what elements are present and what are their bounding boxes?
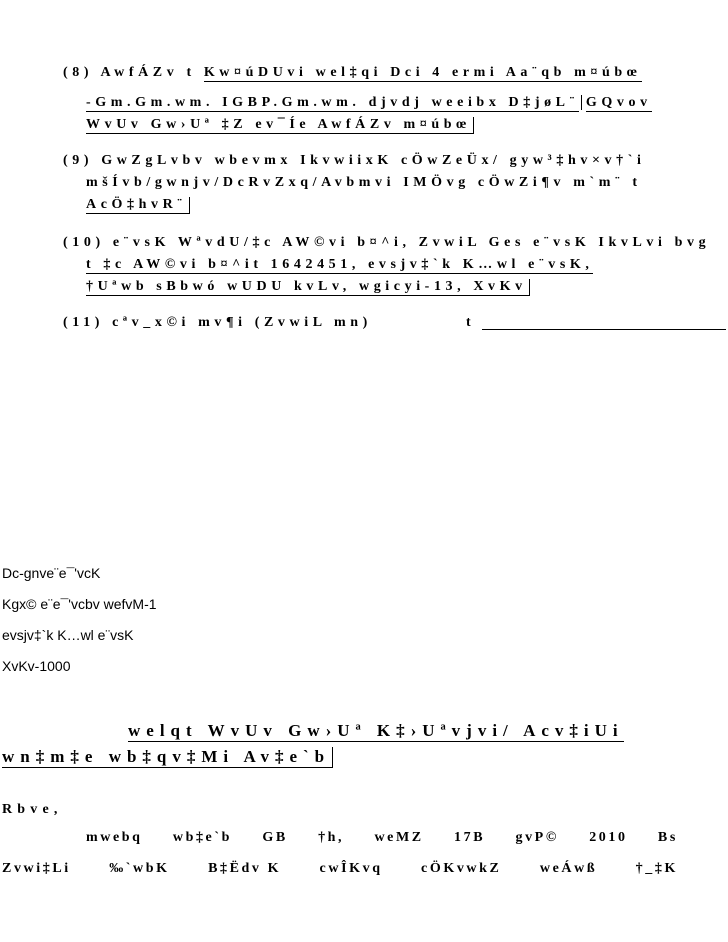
item-9-number: (9): [63, 153, 94, 168]
item-9-line-2: [86, 176, 642, 190]
signature-blank-line: [482, 329, 726, 330]
address-line-2: Kgx© e¨e¯'vcbv wefvM-1: [2, 596, 157, 612]
item-9-line-3: [86, 198, 190, 212]
address-line-3: evsjv‡`k K…wl e¨vsK: [2, 627, 134, 643]
body-word: B‡Ëdv K: [208, 861, 282, 876]
body-word: cwÎKvq: [319, 861, 383, 876]
item-11-number: (11): [63, 315, 104, 330]
subject-line-1-text: welqt WvUv Gw›Uª K‡›Uªvjvi/ Acv‡iUi: [128, 721, 624, 740]
item-9-line-1: [63, 154, 645, 168]
body-word: †h,: [318, 830, 345, 845]
item-10-number: (10): [63, 235, 105, 250]
item-10-line-1-text: e¨vsK WªvdU/‡c AW©vi b¤^i, ZvwiL Ges e¨vsK IkvLvi bvg: [112, 235, 711, 250]
item-10-line-2: [86, 258, 593, 272]
salutation: Rbve,: [2, 802, 63, 817]
body-word: Bs: [657, 830, 678, 845]
address-line-1: Dc-gnve¨e¯'vcK: [2, 565, 101, 581]
body-word: weMZ: [374, 830, 424, 845]
body-word: Zvwi‡Li: [2, 861, 71, 876]
item-11-colon: t: [466, 315, 471, 330]
item-8-line-2-tail: GQvov: [585, 95, 652, 110]
body-word: ‰`wbK: [109, 861, 170, 876]
item-10-line-3: [86, 280, 530, 294]
item-11-line: [63, 316, 372, 330]
body-line-1: [86, 831, 678, 845]
body-word: †_‡K: [635, 861, 678, 876]
body-word: 17B: [454, 830, 486, 845]
item-10-line-1: [63, 236, 710, 250]
item-8-line-3-text: WvUv Gw›Uª ‡Z ev¯Íe AwfÁZv m¤úbœ: [86, 117, 474, 134]
body-word: 2010: [589, 830, 628, 845]
subject-line-2: [2, 748, 333, 765]
item-8-divider: [579, 95, 582, 110]
subject-line-2-text: wn‡m‡e wb‡qv‡Mi Av‡e`b: [2, 747, 333, 768]
body-word: GB: [262, 830, 288, 845]
item-9-line-2-text: mšÍvb/gwnjv/DcRvZxq/Avbmvi IMÖvg cÖwZi¶v m`m¨ t: [86, 175, 642, 190]
item-8-number: (8): [63, 65, 94, 80]
item-8-line-3: [86, 118, 474, 132]
body-word: weÁwß: [539, 861, 598, 876]
body-word: mwebq: [86, 830, 143, 845]
item-10-line-2-text: t ‡c AW©vi b¤^it 1642451, evsjv‡`k K…wl e¨vsK,: [86, 257, 594, 272]
body-word: cÖKvwkZ: [421, 861, 502, 876]
item-9-line-1-text: GwZgLvbv wbevmx IkvwiixK cÖwZeÜx/ gyw³‡hv×v†`i: [101, 153, 646, 168]
item-11-text: cªv_x©i mv¶i (ZvwiL mn): [112, 315, 372, 330]
item-8-lead-underlined: Kw¤úDUvi wel‡qi Dci 4 ermi Aa¨qb m¤úbœ: [203, 65, 642, 80]
item-8-lead: AwfÁZv t: [100, 65, 204, 80]
subject-line-1: [128, 722, 624, 739]
body-word: wb‡e`b: [172, 830, 233, 845]
body-word: gvP©: [515, 830, 559, 845]
item-9-line-3-text: AcÖ‡hvR¨: [86, 197, 190, 214]
item-8-line-1: [63, 66, 642, 80]
item-10-line-3-text: †Uªwb sBbwó wUDU kvLv, wgicyi-13, XvKv: [86, 279, 530, 296]
address-line-4: XvKv-1000: [2, 658, 71, 674]
body-line-2: [2, 862, 678, 876]
item-8-line-2: [86, 96, 652, 110]
item-8-line-2-text: -Gm.Gm.wm. IGBP.Gm.wm. djvdj weeibx D‡jøL¨: [86, 95, 579, 110]
